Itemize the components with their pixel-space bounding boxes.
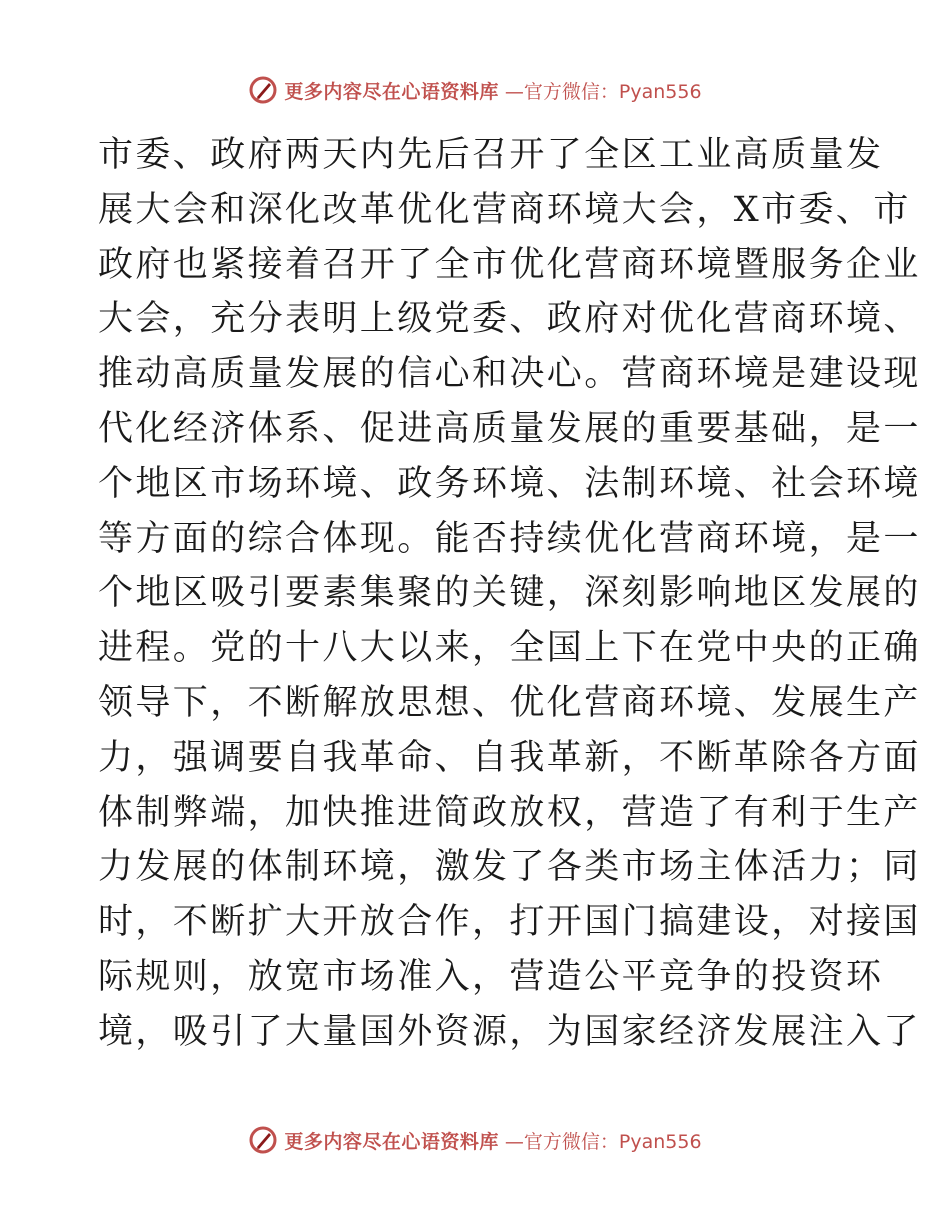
pen-circle-logo-icon	[248, 1125, 278, 1155]
body-line: 境，吸引了大量国外资源，为国家经济发展注入了	[98, 1011, 921, 1052]
header-banner	[0, 72, 950, 108]
body-line: 市委、政府两天内先后召开了全区工业高质量发	[98, 135, 884, 175]
footer-library-text: 更多内容尽在心语资料库	[284, 1130, 499, 1153]
footer-banner	[0, 1122, 950, 1158]
header-wechat-text: —官方微信：Pyan556	[504, 80, 702, 103]
body-line: 领导下，不断解放思想、优化营商环境、发展生产	[98, 682, 921, 723]
body-line: 力发展的体制环境，激发了各类市场主体活力；同	[98, 847, 921, 888]
body-line: 等方面的综合体现。能否持续优化营商环境，是一	[98, 518, 921, 559]
body-line: 展大会和深化改革优化营商环境大会，X市委、市	[98, 189, 911, 230]
body-line: 大会，充分表明上级党委、政府对优化营商环境、	[98, 299, 921, 340]
body-line: 代化经济体系、促进高质量发展的重要基础，是一	[98, 408, 921, 449]
body-line: 时，不断扩大开放合作，打开国门搞建设，对接国	[98, 902, 921, 943]
footer-wechat-text: —官方微信：Pyan556	[504, 1130, 702, 1153]
body-line: 体制弊端，加快推进简政放权，营造了有利于生产	[98, 792, 921, 833]
body-line: 政府也紧接着召开了全市优化营商环境暨服务企业	[98, 244, 921, 285]
header-library-text: 更多内容尽在心语资料库	[284, 80, 499, 103]
body-line: 个地区市场环境、政务环境、法制环境、社会环境	[98, 463, 921, 504]
document-body	[98, 128, 921, 1060]
body-line: 个地区吸引要素集聚的关键，深刻影响地区发展的	[98, 573, 921, 614]
body-line: 推动高质量发展的信心和决心。营商环境是建设现	[98, 354, 921, 395]
body-line: 际规则，放宽市场准入，营造公平竞争的投资环	[98, 956, 884, 997]
pen-circle-logo-icon	[248, 75, 278, 105]
body-line: 进程。党的十八大以来，全国上下在党中央的正确	[98, 628, 921, 669]
body-line: 力，强调要自我革命、自我革新，不断革除各方面	[98, 737, 921, 778]
